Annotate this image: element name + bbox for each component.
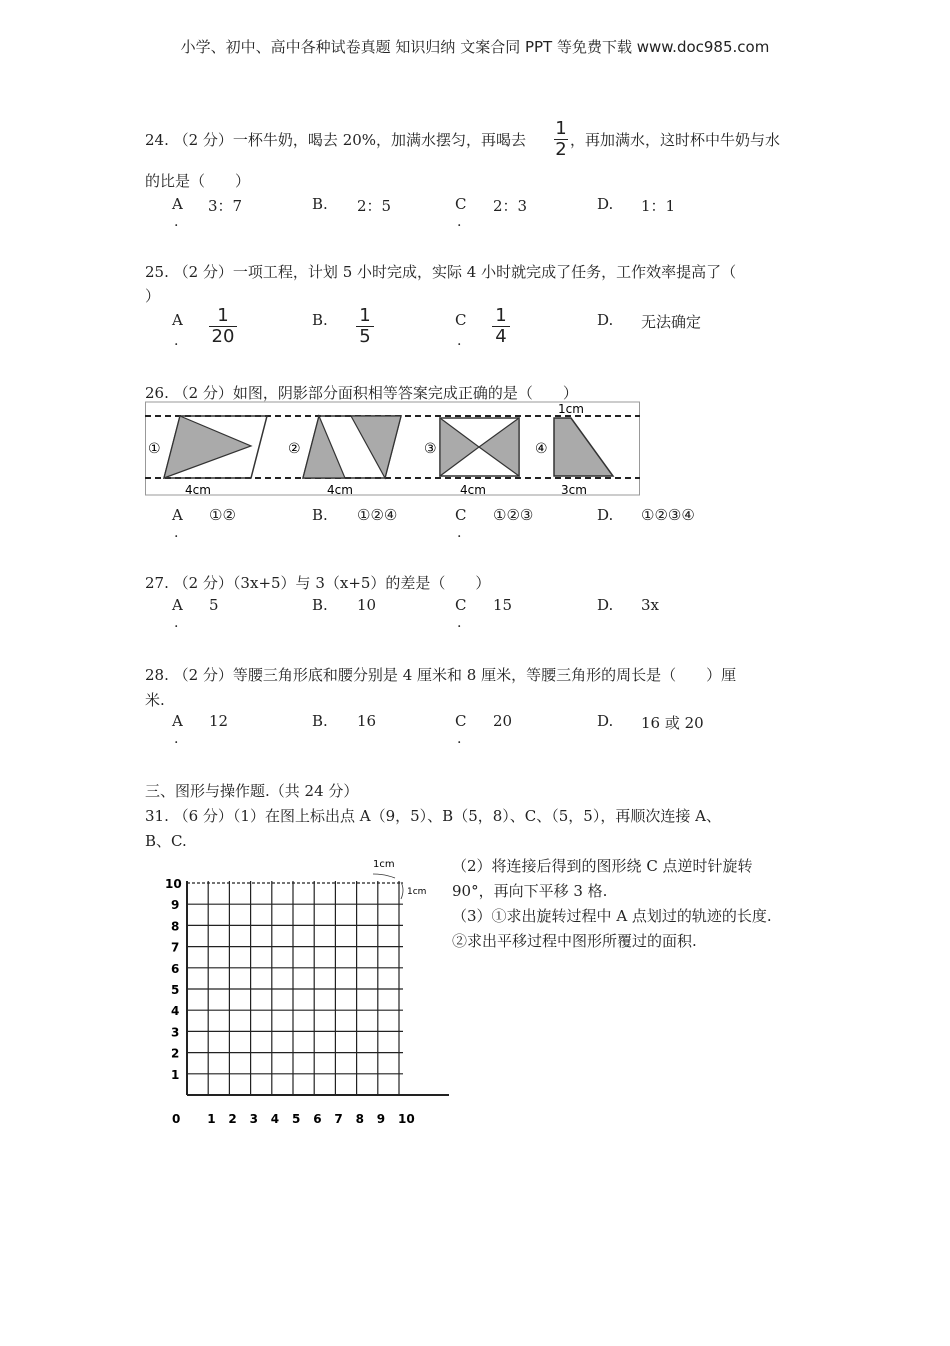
q31-y-axis-labels (165, 877, 182, 1082)
q28-option-b-letter: B. (312, 712, 328, 730)
q31-right3: （3）①求出旋转过程中 A 点划过的轨迹的长度. (452, 907, 772, 925)
q26-width-4: 3cm (561, 483, 587, 497)
q28-option-a: 12 (209, 712, 229, 730)
grid-y-label: 9 (171, 898, 180, 913)
q27-option-b: 10 (357, 596, 377, 614)
q24-line2: 的比是（ ） (145, 172, 251, 190)
q25-option-a-num: 1 (217, 305, 229, 326)
q26-shaded-triangle-2a (303, 416, 345, 478)
q31-right2: 90°，再向下平移 3 格. (452, 882, 608, 900)
q31-right4: ②求出平移过程中图形所覆过的面积. (452, 932, 697, 950)
q31-unit-top-brace (373, 874, 395, 878)
q26-option-a-dot: . (174, 525, 179, 541)
q24-option-a: 3：7 (208, 197, 243, 215)
q24-line1-pre: 24. （2 分）一杯牛奶，喝去 20%，加满水摆匀，再喝去 (145, 131, 527, 149)
q28-option-d: 16 或 20 (641, 714, 704, 732)
q26-label-4: ④ (535, 441, 548, 457)
q31-unit-top: 1cm (373, 859, 395, 870)
q27-option-c: 15 (493, 596, 513, 614)
grid-x-label: 6 (313, 1112, 322, 1126)
q26-label-2: ② (288, 441, 301, 457)
grid-y-label: 5 (171, 983, 180, 997)
q26-width-2: 4cm (327, 483, 353, 497)
q24-frac-den: 2 (555, 139, 567, 160)
q25-option-a-fraction (207, 306, 239, 347)
grid-x-label: 0 (172, 1112, 181, 1126)
q26-figure (145, 398, 640, 500)
q25-line2: ） (145, 287, 161, 305)
q26-option-a: ①② (209, 506, 236, 524)
q25-option-c-fraction (490, 306, 512, 347)
q31-x-axis-labels (172, 1112, 415, 1126)
q24-option-b-letter: B. (312, 195, 328, 213)
q26-option-a-letter: A (172, 506, 183, 524)
grid-x-label: 2 (228, 1112, 237, 1126)
q26-shaded-trapezoid-4 (554, 418, 613, 476)
grid-y-label: 10 (165, 877, 182, 891)
q26-line1: 26. （2 分）如图，阴影部分面积相等答案完成正确的是（ ） (145, 384, 578, 402)
q26-option-d-letter: D. (597, 506, 614, 524)
q26-width-1: 4cm (185, 483, 211, 497)
q27-option-a-letter: A (172, 596, 183, 614)
grid-y-label: 2 (171, 1046, 180, 1061)
grid-y-label: 6 (171, 961, 180, 976)
grid-x-label: 7 (334, 1112, 343, 1126)
q25-option-b-letter: B. (312, 311, 328, 329)
q27-option-c-letter: C (455, 596, 467, 614)
q28-option-a-letter: A (172, 712, 183, 730)
q26-width-3: 4cm (460, 483, 486, 497)
q25-option-b-fraction (354, 306, 376, 347)
q31-right1: （2）将连接后得到的图形绕 C 点逆时针旋转 (452, 857, 753, 875)
q24-option-b: 2：5 (357, 197, 392, 215)
grid-y-label: 7 (171, 940, 180, 955)
q26-shaded-triangle-2b (351, 416, 401, 478)
q26-shaded-triangle-3b (479, 418, 519, 476)
q24-option-d: 1：1 (641, 197, 676, 215)
q24-option-c-letter: C (455, 195, 467, 213)
q26-option-b-letter: B. (312, 506, 328, 524)
q25-option-a-den: 20 (211, 326, 235, 347)
q24-option-c: 2：3 (493, 197, 528, 215)
q24-fraction (552, 119, 570, 160)
q28-line1: 28. （2 分）等腰三角形底和腰分别是 4 厘米和 8 厘米，等腰三角形的周长是（ ）厘 (145, 666, 737, 684)
q26-option-b: ①②④ (357, 506, 398, 524)
q28-option-b: 16 (357, 712, 377, 730)
q26-option-c-dot: . (457, 525, 462, 541)
grid-y-label: 4 (171, 1004, 180, 1019)
grid-x-label: 4 (270, 1112, 280, 1126)
grid-x-label: 3 (249, 1112, 258, 1126)
grid-y-label: 1 (171, 1067, 180, 1082)
grid-x-label: 5 (292, 1112, 301, 1126)
q31-unit-side: 1cm (407, 887, 427, 897)
grid-x-label: 1 (207, 1112, 216, 1126)
q25-option-d-letter: D. (597, 311, 614, 329)
q26-label-1: ① (148, 441, 161, 457)
q25-option-a-letter: A (172, 311, 183, 329)
q27-option-c-dot: . (457, 615, 462, 631)
q27-option-a: 5 (209, 596, 219, 614)
q28-option-a-dot: . (174, 731, 179, 747)
q28-option-d-letter: D. (597, 712, 614, 730)
q31-unit-side-brace (401, 882, 403, 899)
grid-x-label: 9 (376, 1112, 386, 1126)
q26-option-c-letter: C (455, 506, 467, 524)
q26-option-c: ①②③ (493, 506, 534, 524)
q24-option-c-dot: . (457, 214, 462, 230)
section3-title: 三、图形与操作题.（共 24 分） (145, 782, 359, 800)
q24-line1-post: ，再加满水，这时杯中牛奶与水 (570, 131, 781, 149)
q31-grid-figure (155, 852, 445, 1126)
q28-line2: 米. (145, 691, 165, 709)
q25-line1: 25. （2 分）一项工程，计划 5 小时完成，实际 4 小时就完成了任务，工作效率提高了（ (145, 263, 737, 281)
q24-option-d-letter: D. (597, 195, 614, 213)
q27-option-d-letter: D. (597, 596, 614, 614)
q28-option-c: 20 (493, 712, 513, 730)
q31-line1: 31. （6 分）（1）在图上标出点 A（9，5）、B（5，8）、C、（5，5），再顺次连接 A、 (145, 807, 721, 825)
grid-y-label: 8 (171, 919, 180, 934)
q31-line2: B、C. (145, 832, 187, 850)
q25-option-c-num: 1 (495, 305, 507, 326)
q26-top-label: 1cm (558, 402, 584, 416)
q27-option-a-dot: . (174, 615, 179, 631)
q31-grid-lines (187, 881, 449, 1095)
q26-label-3: ③ (424, 441, 437, 457)
q25-option-a-dot: . (174, 333, 179, 349)
q25-option-b-den: 5 (359, 326, 371, 347)
q28-option-c-dot: . (457, 731, 462, 747)
q26-option-d: ①②③④ (641, 506, 695, 524)
q27-option-b-letter: B. (312, 596, 328, 614)
q25-option-c-dot: . (457, 333, 462, 349)
q24-frac-num: 1 (555, 118, 567, 139)
grid-y-label: 3 (171, 1025, 180, 1040)
q26-shaded-triangle-3a (440, 418, 479, 476)
q26-shaded-triangle-1 (164, 416, 251, 478)
page-header: 小学、初中、高中各种试卷真题 知识归纳 文案合同 PPT 等免费下载 www.doc985.com (180, 38, 770, 56)
grid-x-label: 8 (355, 1112, 364, 1126)
q25-option-c-den: 4 (495, 326, 507, 347)
grid-x-label: 10 (398, 1112, 415, 1126)
q24-option-a-letter: A (172, 195, 183, 213)
q25-option-c-letter: C (455, 311, 467, 329)
q27-line1: 27. （2 分）（3x+5）与 3（x+5）的差是（ ） (145, 574, 491, 592)
q24-option-a-dot: . (174, 214, 179, 230)
q28-option-c-letter: C (455, 712, 467, 730)
q25-option-b-num: 1 (359, 305, 371, 326)
q25-option-d: 无法确定 (641, 313, 702, 331)
q27-option-d: 3x (641, 596, 660, 614)
